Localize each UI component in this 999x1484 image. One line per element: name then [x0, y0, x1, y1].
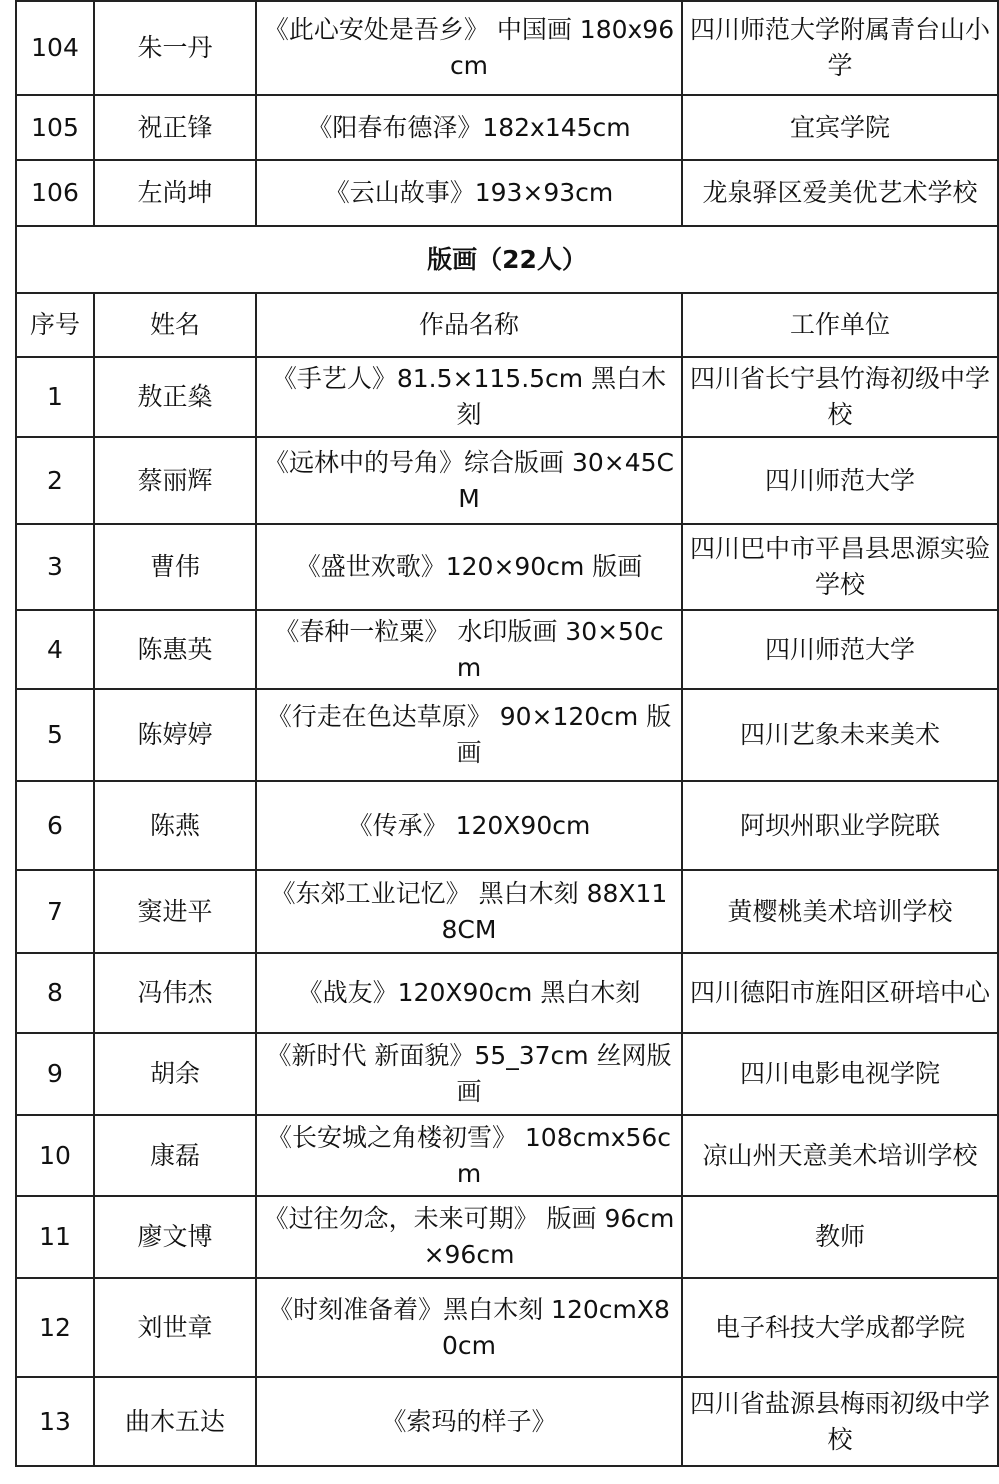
artist-name: 窦进平 [94, 870, 256, 953]
row-number: 8 [16, 953, 94, 1033]
row-number: 4 [16, 610, 94, 689]
work-unit: 四川艺象未来美术 [682, 689, 998, 781]
work-unit: 黄樱桃美术培训学校 [682, 870, 998, 953]
table-row [16, 1377, 998, 1466]
row-number: 5 [16, 689, 94, 781]
table-row [16, 95, 998, 160]
artwork-title: 《行走在色达草原》 90×120cm 版画 [256, 689, 682, 781]
work-unit: 四川师范大学附属青台山小学 [682, 1, 998, 95]
artwork-title: 《长安城之角楼初雪》 108cmx56cm [256, 1115, 682, 1196]
table-row [16, 1033, 998, 1115]
table-row [16, 437, 998, 524]
artwork-title: 《云山故事》193×93cm [256, 160, 682, 226]
row-number: 11 [16, 1196, 94, 1278]
artwork-title: 《索玛的样子》 [256, 1377, 682, 1466]
work-unit: 教师 [682, 1196, 998, 1278]
work-unit: 凉山州天意美术培训学校 [682, 1115, 998, 1196]
work-unit: 阿坝州职业学院联 [682, 781, 998, 870]
row-number: 10 [16, 1115, 94, 1196]
row-number: 104 [16, 1, 94, 95]
header-number: 序号 [16, 293, 94, 357]
work-unit: 电子科技大学成都学院 [682, 1278, 998, 1377]
work-unit: 四川德阳市旌阳区研培中心 [682, 953, 998, 1033]
table-row [16, 953, 998, 1033]
artwork-title: 《远林中的号角》综合版画 30×45CM [256, 437, 682, 524]
artwork-title: 《东郊工业记忆》 黑白木刻 88X118CM [256, 870, 682, 953]
artwork-title: 《手艺人》81.5×115.5cm 黑白木刻 [256, 357, 682, 437]
row-number: 3 [16, 524, 94, 610]
section-header-row [16, 226, 998, 293]
artwork-title: 《时刻准备着》黑白木刻 120cmX80cm [256, 1278, 682, 1377]
artwork-title: 《春种一粒粟》 水印版画 30×50cm [256, 610, 682, 689]
artist-name: 刘世章 [94, 1278, 256, 1377]
work-unit: 四川省盐源县梅雨初级中学校 [682, 1377, 998, 1466]
work-unit: 四川电影电视学院 [682, 1033, 998, 1115]
artwork-title: 《战友》120X90cm 黑白木刻 [256, 953, 682, 1033]
section-title: 版画（22人） [16, 226, 998, 293]
artist-name: 陈婷婷 [94, 689, 256, 781]
artist-name: 曹伟 [94, 524, 256, 610]
work-unit: 四川巴中市平昌县思源实验学校 [682, 524, 998, 610]
work-unit: 四川师范大学 [682, 437, 998, 524]
table-row [16, 610, 998, 689]
work-unit: 宜宾学院 [682, 95, 998, 160]
artist-name: 胡余 [94, 1033, 256, 1115]
artist-name: 蔡丽辉 [94, 437, 256, 524]
artist-name: 左尚坤 [94, 160, 256, 226]
artwork-title: 《盛世欢歌》120×90cm 版画 [256, 524, 682, 610]
table-row [16, 781, 998, 870]
table-row [16, 160, 998, 226]
table-row [16, 1196, 998, 1278]
artist-name: 朱一丹 [94, 1, 256, 95]
artist-name: 敖正燊 [94, 357, 256, 437]
work-unit: 四川省长宁县竹海初级中学校 [682, 357, 998, 437]
artwork-title: 《传承》 120X90cm [256, 781, 682, 870]
row-number: 6 [16, 781, 94, 870]
table-row [16, 689, 998, 781]
artist-name: 陈惠英 [94, 610, 256, 689]
artist-name: 祝正锋 [94, 95, 256, 160]
row-number: 13 [16, 1377, 94, 1466]
row-number: 105 [16, 95, 94, 160]
table-row [16, 870, 998, 953]
table-row [16, 524, 998, 610]
artist-name: 陈燕 [94, 781, 256, 870]
row-number: 2 [16, 437, 94, 524]
header-unit: 工作单位 [682, 293, 998, 357]
artist-name: 冯伟杰 [94, 953, 256, 1033]
row-number: 12 [16, 1278, 94, 1377]
artist-name: 廖文博 [94, 1196, 256, 1278]
artwork-title: 《此心安处是吾乡》 中国画 180x96cm [256, 1, 682, 95]
table-row [16, 1278, 998, 1377]
header-work: 作品名称 [256, 293, 682, 357]
row-number: 9 [16, 1033, 94, 1115]
column-header-row [16, 293, 998, 357]
table-row [16, 1115, 998, 1196]
artist-name: 曲木五达 [94, 1377, 256, 1466]
table-row [16, 357, 998, 437]
row-number: 7 [16, 870, 94, 953]
artist-name: 康磊 [94, 1115, 256, 1196]
artwork-title: 《新时代 新面貌》55_37cm 丝网版画 [256, 1033, 682, 1115]
roster-table [15, 0, 999, 1467]
header-name: 姓名 [94, 293, 256, 357]
row-number: 1 [16, 357, 94, 437]
artwork-title: 《阳春布德泽》182x145cm [256, 95, 682, 160]
row-number: 106 [16, 160, 94, 226]
artwork-title: 《过往勿念，未来可期》 版画 96cm×96cm [256, 1196, 682, 1278]
work-unit: 龙泉驿区爱美优艺术学校 [682, 160, 998, 226]
table-row [16, 1, 998, 95]
work-unit: 四川师范大学 [682, 610, 998, 689]
